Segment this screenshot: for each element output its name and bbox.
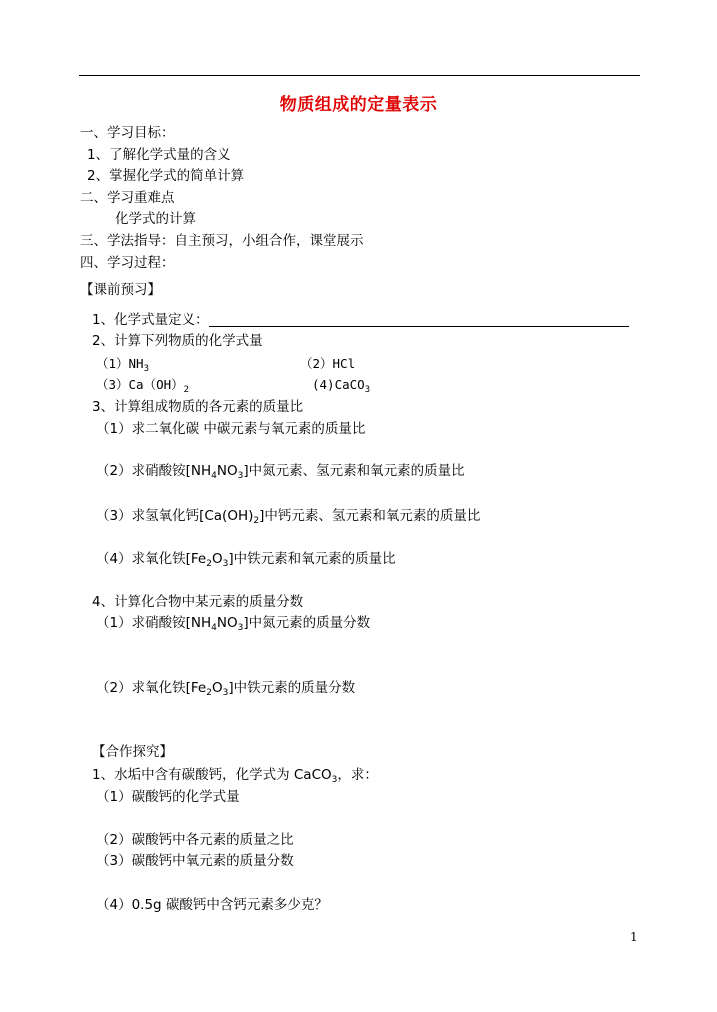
page-number: 1: [630, 930, 638, 944]
preview-q4: 4、计算化合物中某元素的质量分数: [92, 594, 304, 610]
objective-2: 2、掌握化学式的简单计算: [87, 168, 245, 184]
q3-3-pre: （3）求氢氧化钙[Ca(OH): [96, 508, 254, 524]
q3-3-post: ]中钙元素、氢元素和氧元素的质量比: [259, 508, 481, 524]
q4-1-pre: （1）求硝酸铵[NH: [96, 615, 212, 631]
explore-q1-subscript: 3: [331, 775, 338, 785]
preview-q3-2: [96, 462, 465, 485]
q2-c-text: （3）Ca（OH）: [96, 377, 184, 392]
preview-q2-d: [312, 376, 370, 399]
preview-header: 【课前预习】: [80, 282, 161, 298]
q3-4-pre: （4）求氧化铁[Fe: [96, 551, 207, 567]
q4-1-post: ]中氮元素的质量分数: [243, 615, 371, 631]
preview-q2-a: [96, 355, 149, 378]
answer-blank: [209, 314, 629, 327]
q3-4-sub2: 3: [222, 559, 229, 569]
q4-2-sub1: 2: [206, 688, 212, 698]
explore-q1: [92, 766, 378, 789]
q3-2-sub2: 3: [237, 471, 244, 481]
q2-a-subscript: 3: [143, 364, 149, 374]
section-process: 四、学习过程：: [80, 255, 175, 271]
explore-q1-pre: 1、水垢中含有碳酸钙，化学式为 CaCO: [92, 767, 332, 783]
q3-2-mid: NO: [216, 463, 238, 479]
preview-q1-text: 1、化学式量定义：: [92, 312, 209, 328]
q2-a-text: （1）NH: [96, 356, 144, 371]
q2-d-subscript: 3: [364, 385, 371, 395]
preview-q2: 2、计算下列物质的化学式量: [92, 333, 263, 349]
explore-header: 【合作探究】: [92, 744, 173, 760]
section-objectives: 一、学习目标：: [80, 125, 175, 141]
q3-4-mid: O: [211, 551, 223, 567]
q4-1-mid: NO: [216, 615, 238, 631]
preview-q4-2: [96, 679, 355, 702]
preview-q2-c: [96, 376, 189, 399]
preview-q4-1: [96, 614, 370, 637]
preview-q3-3: [96, 507, 480, 530]
q4-1-sub1: 4: [211, 623, 217, 633]
preview-q1: [92, 311, 629, 329]
preview-q3-4: [96, 550, 396, 573]
preview-q2-b: （2）HCl: [300, 356, 356, 371]
explore-q1-1: （1）碳酸钙的化学式量: [96, 789, 240, 805]
q3-2-sub1: 4: [211, 471, 217, 481]
q2-d-text: (4)CaCO: [312, 377, 365, 392]
q3-4-sub1: 2: [206, 559, 212, 569]
q4-2-pre: （2）求氧化铁[Fe: [96, 680, 207, 696]
explore-q1-post: ，求：: [337, 767, 378, 783]
preview-q3-1: （1）求二氧化碳 中碳元素与氧元素的质量比: [96, 421, 366, 437]
q4-2-mid: O: [211, 680, 223, 696]
explore-q1-4: （4）0.5g 碳酸钙中含钙元素多少克？: [96, 897, 328, 913]
q4-1-sub2: 3: [237, 623, 244, 633]
key-point-text: 化学式的计算: [115, 211, 196, 227]
q3-4-post: ]中铁元素和氧元素的质量比: [228, 551, 396, 567]
q3-3-sub1: 2: [253, 516, 260, 526]
q3-2-post: ]中氮元素、氢元素和氧元素的质量比: [243, 463, 465, 479]
explore-q1-2: （2）碳酸钙中各元素的质量之比: [96, 832, 294, 848]
preview-q3: 3、计算组成物质的各元素的质量比: [92, 399, 304, 415]
q2-c-subscript: 2: [183, 385, 190, 395]
q4-2-post: ]中铁元素的质量分数: [228, 680, 356, 696]
objective-1: 1、了解化学式量的含义: [87, 147, 231, 163]
explore-q1-3: （3）碳酸钙中氧元素的质量分数: [96, 853, 294, 869]
section-key-points: 二、学习重难点: [80, 190, 175, 206]
page-title: 物质组成的定量表示: [279, 95, 438, 115]
section-method: 三、学法指导：自主预习，小组合作，课堂展示: [80, 233, 364, 249]
q4-2-sub2: 3: [222, 688, 229, 698]
header-rule: [79, 75, 640, 76]
q3-2-pre: （2）求硝酸铵[NH: [96, 463, 212, 479]
